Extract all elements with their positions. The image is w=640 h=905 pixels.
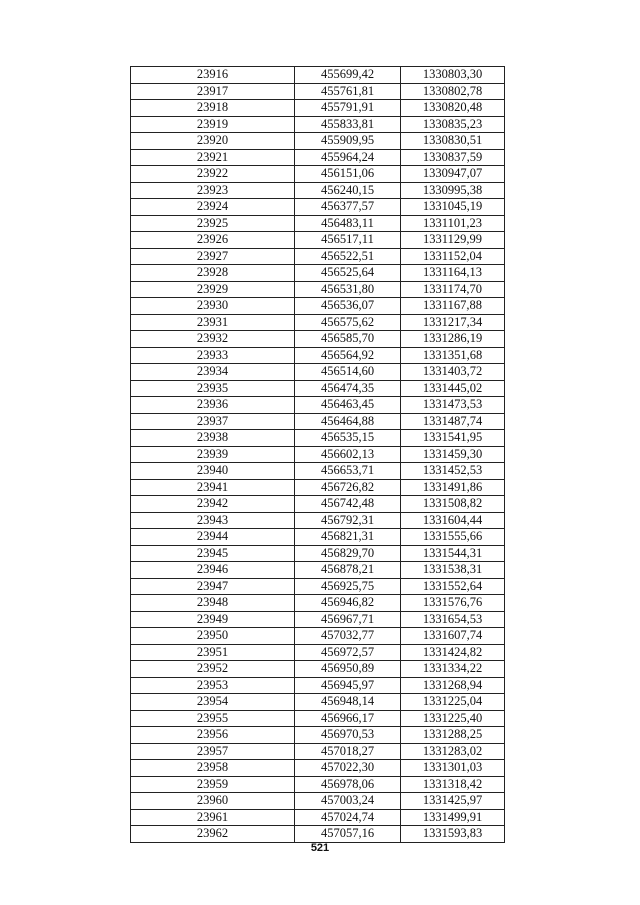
x-coordinate-cell: 456531,80 bbox=[295, 281, 401, 298]
y-coordinate-cell: 1331045,19 bbox=[401, 199, 505, 216]
point-number-cell: 23942 bbox=[131, 496, 295, 513]
point-number-cell: 23916 bbox=[131, 67, 295, 84]
x-coordinate-cell: 456878,21 bbox=[295, 562, 401, 579]
y-coordinate-cell: 1331459,30 bbox=[401, 446, 505, 463]
table-row bbox=[131, 347, 505, 364]
y-coordinate-cell: 1331445,02 bbox=[401, 380, 505, 397]
point-number-cell: 23955 bbox=[131, 710, 295, 727]
x-coordinate-cell: 456972,57 bbox=[295, 644, 401, 661]
point-number-cell: 23943 bbox=[131, 512, 295, 529]
y-coordinate-cell: 1331288,25 bbox=[401, 727, 505, 744]
table-row bbox=[131, 776, 505, 793]
table-row bbox=[131, 727, 505, 744]
coordinates-table-body bbox=[131, 67, 505, 843]
table-row bbox=[131, 116, 505, 133]
point-number-cell: 23933 bbox=[131, 347, 295, 364]
point-number-cell: 23961 bbox=[131, 809, 295, 826]
y-coordinate-cell: 1331283,02 bbox=[401, 743, 505, 760]
table-row bbox=[131, 397, 505, 414]
point-number-cell: 23922 bbox=[131, 166, 295, 183]
y-coordinate-cell: 1331555,66 bbox=[401, 529, 505, 546]
y-coordinate-cell: 1330830,51 bbox=[401, 133, 505, 150]
x-coordinate-cell: 456483,11 bbox=[295, 215, 401, 232]
table-row bbox=[131, 83, 505, 100]
table-row bbox=[131, 446, 505, 463]
x-coordinate-cell: 456946,82 bbox=[295, 595, 401, 612]
point-number-cell: 23936 bbox=[131, 397, 295, 414]
y-coordinate-cell: 1331225,04 bbox=[401, 694, 505, 711]
y-coordinate-cell: 1331508,82 bbox=[401, 496, 505, 513]
x-coordinate-cell: 456536,07 bbox=[295, 298, 401, 315]
y-coordinate-cell: 1331167,88 bbox=[401, 298, 505, 315]
table-row bbox=[131, 331, 505, 348]
table-row bbox=[131, 364, 505, 381]
y-coordinate-cell: 1331286,19 bbox=[401, 331, 505, 348]
x-coordinate-cell: 455833,81 bbox=[295, 116, 401, 133]
x-coordinate-cell: 456240,15 bbox=[295, 182, 401, 199]
table-row bbox=[131, 133, 505, 150]
table-row bbox=[131, 479, 505, 496]
table-row bbox=[131, 430, 505, 447]
point-number-cell: 23946 bbox=[131, 562, 295, 579]
y-coordinate-cell: 1331164,13 bbox=[401, 265, 505, 282]
y-coordinate-cell: 1331424,82 bbox=[401, 644, 505, 661]
y-coordinate-cell: 1330837,59 bbox=[401, 149, 505, 166]
point-number-cell: 23962 bbox=[131, 826, 295, 843]
x-coordinate-cell: 456464,88 bbox=[295, 413, 401, 430]
point-number-cell: 23959 bbox=[131, 776, 295, 793]
y-coordinate-cell: 1331607,74 bbox=[401, 628, 505, 645]
table-row bbox=[131, 413, 505, 430]
y-coordinate-cell: 1331499,91 bbox=[401, 809, 505, 826]
y-coordinate-cell: 1331351,68 bbox=[401, 347, 505, 364]
y-coordinate-cell: 1331538,31 bbox=[401, 562, 505, 579]
point-number-cell: 23953 bbox=[131, 677, 295, 694]
point-number-cell: 23917 bbox=[131, 83, 295, 100]
y-coordinate-cell: 1331174,70 bbox=[401, 281, 505, 298]
y-coordinate-cell: 1330803,30 bbox=[401, 67, 505, 84]
y-coordinate-cell: 1331473,53 bbox=[401, 397, 505, 414]
x-coordinate-cell: 457032,77 bbox=[295, 628, 401, 645]
x-coordinate-cell: 456978,06 bbox=[295, 776, 401, 793]
point-number-cell: 23956 bbox=[131, 727, 295, 744]
point-number-cell: 23949 bbox=[131, 611, 295, 628]
x-coordinate-cell: 456522,51 bbox=[295, 248, 401, 265]
x-coordinate-cell: 456829,70 bbox=[295, 545, 401, 562]
table-row bbox=[131, 496, 505, 513]
x-coordinate-cell: 457024,74 bbox=[295, 809, 401, 826]
point-number-cell: 23940 bbox=[131, 463, 295, 480]
table-row bbox=[131, 710, 505, 727]
x-coordinate-cell: 456970,53 bbox=[295, 727, 401, 744]
page-number: 521 bbox=[310, 842, 330, 854]
x-coordinate-cell: 456925,75 bbox=[295, 578, 401, 595]
x-coordinate-cell: 457018,27 bbox=[295, 743, 401, 760]
table-row bbox=[131, 166, 505, 183]
table-row bbox=[131, 314, 505, 331]
x-coordinate-cell: 455791,91 bbox=[295, 100, 401, 117]
y-coordinate-cell: 1331129,99 bbox=[401, 232, 505, 249]
x-coordinate-cell: 455699,42 bbox=[295, 67, 401, 84]
point-number-cell: 23929 bbox=[131, 281, 295, 298]
point-number-cell: 23954 bbox=[131, 694, 295, 711]
point-number-cell: 23928 bbox=[131, 265, 295, 282]
x-coordinate-cell: 456517,11 bbox=[295, 232, 401, 249]
y-coordinate-cell: 1331334,22 bbox=[401, 661, 505, 678]
point-number-cell: 23926 bbox=[131, 232, 295, 249]
table-row bbox=[131, 149, 505, 166]
point-number-cell: 23958 bbox=[131, 760, 295, 777]
point-number-cell: 23923 bbox=[131, 182, 295, 199]
x-coordinate-cell: 456575,62 bbox=[295, 314, 401, 331]
x-coordinate-cell: 456945,97 bbox=[295, 677, 401, 694]
table-row bbox=[131, 298, 505, 315]
point-number-cell: 23932 bbox=[131, 331, 295, 348]
table-row bbox=[131, 595, 505, 612]
point-number-cell: 23944 bbox=[131, 529, 295, 546]
x-coordinate-cell: 456463,45 bbox=[295, 397, 401, 414]
table-row bbox=[131, 578, 505, 595]
point-number-cell: 23941 bbox=[131, 479, 295, 496]
y-coordinate-cell: 1331593,83 bbox=[401, 826, 505, 843]
x-coordinate-cell: 456967,71 bbox=[295, 611, 401, 628]
x-coordinate-cell: 455964,24 bbox=[295, 149, 401, 166]
point-number-cell: 23950 bbox=[131, 628, 295, 645]
y-coordinate-cell: 1331654,53 bbox=[401, 611, 505, 628]
point-number-cell: 23960 bbox=[131, 793, 295, 810]
table-row bbox=[131, 232, 505, 249]
table-row bbox=[131, 100, 505, 117]
point-number-cell: 23930 bbox=[131, 298, 295, 315]
y-coordinate-cell: 1331491,86 bbox=[401, 479, 505, 496]
x-coordinate-cell: 456653,71 bbox=[295, 463, 401, 480]
point-number-cell: 23948 bbox=[131, 595, 295, 612]
x-coordinate-cell: 456742,48 bbox=[295, 496, 401, 513]
point-number-cell: 23937 bbox=[131, 413, 295, 430]
x-coordinate-cell: 456585,70 bbox=[295, 331, 401, 348]
point-number-cell: 23927 bbox=[131, 248, 295, 265]
y-coordinate-cell: 1330995,38 bbox=[401, 182, 505, 199]
table-row bbox=[131, 628, 505, 645]
point-number-cell: 23925 bbox=[131, 215, 295, 232]
y-coordinate-cell: 1331576,76 bbox=[401, 595, 505, 612]
point-number-cell: 23945 bbox=[131, 545, 295, 562]
table-row bbox=[131, 281, 505, 298]
point-number-cell: 23957 bbox=[131, 743, 295, 760]
table-row bbox=[131, 644, 505, 661]
y-coordinate-cell: 1331101,23 bbox=[401, 215, 505, 232]
x-coordinate-cell: 456535,15 bbox=[295, 430, 401, 447]
table-row bbox=[131, 529, 505, 546]
point-number-cell: 23921 bbox=[131, 149, 295, 166]
point-number-cell: 23919 bbox=[131, 116, 295, 133]
table-row bbox=[131, 694, 505, 711]
point-number-cell: 23939 bbox=[131, 446, 295, 463]
table-row bbox=[131, 760, 505, 777]
y-coordinate-cell: 1331301,03 bbox=[401, 760, 505, 777]
table-row bbox=[131, 826, 505, 843]
point-number-cell: 23935 bbox=[131, 380, 295, 397]
x-coordinate-cell: 456377,57 bbox=[295, 199, 401, 216]
table-row bbox=[131, 677, 505, 694]
table-row bbox=[131, 512, 505, 529]
y-coordinate-cell: 1330820,48 bbox=[401, 100, 505, 117]
point-number-cell: 23920 bbox=[131, 133, 295, 150]
y-coordinate-cell: 1331217,34 bbox=[401, 314, 505, 331]
table-row bbox=[131, 562, 505, 579]
x-coordinate-cell: 456792,31 bbox=[295, 512, 401, 529]
y-coordinate-cell: 1331544,31 bbox=[401, 545, 505, 562]
x-coordinate-cell: 456948,14 bbox=[295, 694, 401, 711]
y-coordinate-cell: 1331604,44 bbox=[401, 512, 505, 529]
y-coordinate-cell: 1331152,04 bbox=[401, 248, 505, 265]
y-coordinate-cell: 1331425,97 bbox=[401, 793, 505, 810]
table-row bbox=[131, 809, 505, 826]
x-coordinate-cell: 456525,64 bbox=[295, 265, 401, 282]
x-coordinate-cell: 456966,17 bbox=[295, 710, 401, 727]
y-coordinate-cell: 1331452,53 bbox=[401, 463, 505, 480]
y-coordinate-cell: 1330802,78 bbox=[401, 83, 505, 100]
y-coordinate-cell: 1331552,64 bbox=[401, 578, 505, 595]
y-coordinate-cell: 1330835,23 bbox=[401, 116, 505, 133]
table-row bbox=[131, 661, 505, 678]
point-number-cell: 23924 bbox=[131, 199, 295, 216]
x-coordinate-cell: 457022,30 bbox=[295, 760, 401, 777]
point-number-cell: 23952 bbox=[131, 661, 295, 678]
y-coordinate-cell: 1331318,42 bbox=[401, 776, 505, 793]
table-row bbox=[131, 611, 505, 628]
x-coordinate-cell: 455909,95 bbox=[295, 133, 401, 150]
y-coordinate-cell: 1331268,94 bbox=[401, 677, 505, 694]
table-row bbox=[131, 545, 505, 562]
x-coordinate-cell: 456821,31 bbox=[295, 529, 401, 546]
point-number-cell: 23931 bbox=[131, 314, 295, 331]
table-row bbox=[131, 67, 505, 84]
table-row bbox=[131, 248, 505, 265]
table-row bbox=[131, 182, 505, 199]
table-row bbox=[131, 743, 505, 760]
y-coordinate-cell: 1331487,74 bbox=[401, 413, 505, 430]
x-coordinate-cell: 457057,16 bbox=[295, 826, 401, 843]
x-coordinate-cell: 456151,06 bbox=[295, 166, 401, 183]
point-number-cell: 23934 bbox=[131, 364, 295, 381]
x-coordinate-cell: 457003,24 bbox=[295, 793, 401, 810]
x-coordinate-cell: 456602,13 bbox=[295, 446, 401, 463]
y-coordinate-cell: 1330947,07 bbox=[401, 166, 505, 183]
x-coordinate-cell: 456474,35 bbox=[295, 380, 401, 397]
x-coordinate-cell: 456514,60 bbox=[295, 364, 401, 381]
table-row bbox=[131, 199, 505, 216]
point-number-cell: 23947 bbox=[131, 578, 295, 595]
table-row bbox=[131, 380, 505, 397]
coordinates-table bbox=[130, 66, 505, 843]
point-number-cell: 23951 bbox=[131, 644, 295, 661]
point-number-cell: 23918 bbox=[131, 100, 295, 117]
y-coordinate-cell: 1331541,95 bbox=[401, 430, 505, 447]
x-coordinate-cell: 456726,82 bbox=[295, 479, 401, 496]
table-row bbox=[131, 265, 505, 282]
table-row bbox=[131, 793, 505, 810]
x-coordinate-cell: 455761,81 bbox=[295, 83, 401, 100]
y-coordinate-cell: 1331403,72 bbox=[401, 364, 505, 381]
y-coordinate-cell: 1331225,40 bbox=[401, 710, 505, 727]
x-coordinate-cell: 456950,89 bbox=[295, 661, 401, 678]
table-row bbox=[131, 463, 505, 480]
point-number-cell: 23938 bbox=[131, 430, 295, 447]
x-coordinate-cell: 456564,92 bbox=[295, 347, 401, 364]
table-row bbox=[131, 215, 505, 232]
